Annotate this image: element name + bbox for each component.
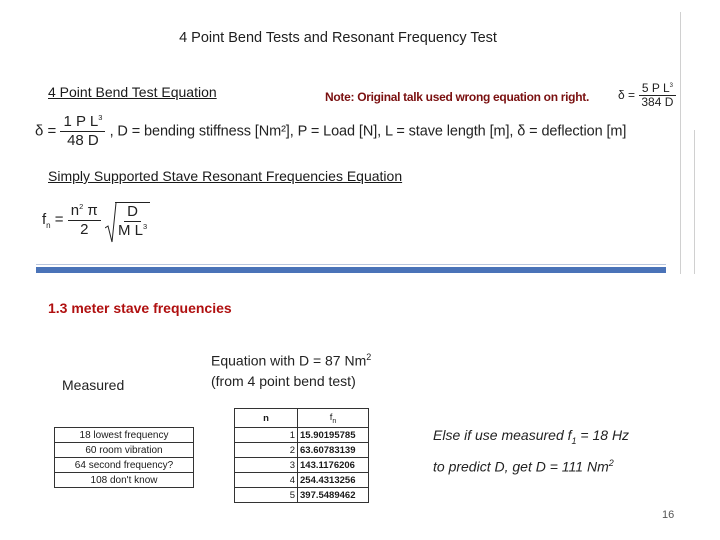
root-fraction [115,202,150,239]
root-denominator-exp: 3 [142,221,148,231]
else-line1-pre: Else if use measured [433,427,568,443]
wrong-eq-lhs: δ = [618,88,636,103]
resonant-eq-lhs: f [42,210,47,228]
measured-label: Measured [62,377,125,393]
table-row: 4 254.4313256 [235,473,369,488]
frequency-heading: 1.3 meter stave frequencies [48,300,232,316]
else-line2-exp: 2 [608,457,614,468]
resonant-eq-two: 2 [80,220,89,238]
table-row [55,428,194,443]
calculated-label-line1: Equation with D = 87 Nm [211,352,367,369]
wrong-eq-denominator: 384 D [641,95,674,110]
deflection-eq-exponent: 3 [98,113,103,122]
table-row [55,473,194,488]
table-row: 5 397.5489462 [235,488,369,503]
table-header-row [235,409,369,428]
else-statement [433,424,629,477]
else-line1-post: = 18 Hz [576,427,630,443]
table-row [55,458,194,473]
measured-cell: 18 lowest frequency [55,428,194,443]
table-row: 2 63.60783139 [235,443,369,458]
deflection-eq-denominator: 48 D [67,131,99,149]
wrong-eq-fraction [638,82,676,110]
resonant-eq-fraction [68,203,101,238]
page-number: 16 [662,509,675,521]
measured-table [54,427,194,488]
deflection-eq-numerator: 1 P L [63,113,99,130]
table-row [55,443,194,458]
deflection-equation [35,114,626,149]
wrong-eq-numerator: 5 P L [641,81,670,95]
calculated-table [234,408,369,503]
resonant-equation-link[interactable]: Simply Supported Stave Resonant Frequencies Equation [48,168,403,184]
measured-cell: 60 room vibration [55,443,194,458]
header-fn: $f_n$ [298,409,369,428]
section-divider [36,267,666,273]
table-row: 1 15.90195785 [235,428,369,443]
calculated-label-exp: 2 [366,352,372,362]
root-numerator: D [124,204,141,222]
deflection-eq-lhs: δ = [35,122,57,140]
variable-definitions: , D = bending stiffness [Nm²], P = Load [N], L = stave length [m], δ = deflection [m] [109,123,627,140]
deflection-eq-fraction [60,114,105,149]
resonant-eq-n-exp: 2 [79,202,84,211]
slide-title: 4 Point Bend Tests and Resonant Frequency Test [179,30,497,46]
else-line1-f: f [567,427,572,443]
table-row: 3 143.1176206 [235,458,369,473]
resonant-eq-lhs-sub: n [46,220,51,230]
bend-equation-link[interactable]: 4 Point Bend Test Equation [48,84,217,100]
resonant-eq-n: n [70,202,80,219]
calculated-label-line2: (from 4 point bend test) [211,372,356,389]
radical-sign-icon [105,202,117,244]
calculated-label [211,347,371,391]
wrong-eq-exponent: 3 [669,83,673,89]
root-denominator: M L [117,221,143,239]
section-divider-thin [36,264,666,265]
pi-symbol: π [87,202,98,219]
measured-cell: 64 second frequency? [55,458,194,473]
else-line1-sub: 1 [571,435,577,446]
right-vertical-rule [680,12,681,274]
resonant-equation [42,202,150,239]
right-vertical-rule-2 [694,130,695,274]
else-line2: to predict D, get D = 111 Nm [433,458,609,475]
header-n: n [235,409,298,428]
square-root [105,202,150,239]
wrong-equation [618,82,676,110]
resonant-eq-sign: = [54,210,64,228]
correction-note: Note: Original talk used wrong equation on right. [325,90,589,104]
measured-cell: 108 don't know [55,473,194,488]
